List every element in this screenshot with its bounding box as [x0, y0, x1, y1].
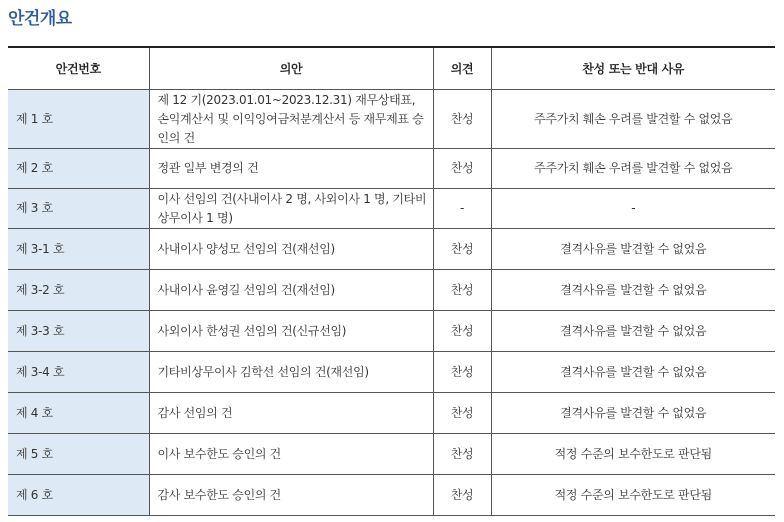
header-agenda-item: 의안	[149, 47, 433, 90]
table-header-row	[8, 47, 775, 90]
reason: 적정 수준의 보수한도로 판단됨	[491, 434, 775, 475]
agenda-item: 정관 일부 변경의 건	[149, 149, 433, 189]
agenda-item: 사내이사 윤영길 선임의 건(재선임)	[149, 270, 433, 311]
agenda-no: 제 1 호	[8, 90, 149, 149]
reason: -	[491, 189, 775, 229]
opinion: 찬성	[433, 352, 491, 393]
reason: 적정 수준의 보수한도로 판단됨	[491, 475, 775, 516]
agenda-item: 이사 보수한도 승인의 건	[149, 434, 433, 475]
table-row	[8, 149, 775, 189]
table-row	[8, 434, 775, 475]
agenda-item: 감사 보수한도 승인의 건	[149, 475, 433, 516]
reason: 결격사유를 발견할 수 없었음	[491, 270, 775, 311]
table-row	[8, 475, 775, 516]
reason: 결격사유를 발견할 수 없었음	[491, 352, 775, 393]
agenda-item: 사외이사 한성권 선임의 건(신규선임)	[149, 311, 433, 352]
agenda-no: 제 4 호	[8, 393, 149, 434]
agenda-no: 제 6 호	[8, 475, 149, 516]
opinion: 찬성	[433, 229, 491, 270]
table-row	[8, 393, 775, 434]
table-row	[8, 229, 775, 270]
table-row	[8, 90, 775, 149]
reason: 결격사유를 발견할 수 없었음	[491, 393, 775, 434]
table-row	[8, 311, 775, 352]
agenda-item: 이사 선임의 건(사내이사 2 명, 사외이사 1 명, 기타비상무이사 1 명)	[149, 189, 433, 229]
agenda-item: 사내이사 양성모 선임의 건(재선임)	[149, 229, 433, 270]
opinion: -	[433, 189, 491, 229]
agenda-no: 제 2 호	[8, 149, 149, 189]
agenda-item: 감사 선임의 건	[149, 393, 433, 434]
table-row	[8, 270, 775, 311]
opinion: 찬성	[433, 149, 491, 189]
reason: 주주가치 훼손 우려를 발견할 수 없었음	[491, 149, 775, 189]
opinion: 찬성	[433, 475, 491, 516]
agenda-no: 제 3-2 호	[8, 270, 149, 311]
agenda-no: 제 3-3 호	[8, 311, 149, 352]
opinion: 찬성	[433, 434, 491, 475]
reason: 주주가치 훼손 우려를 발견할 수 없었음	[491, 90, 775, 149]
agenda-no: 제 3-4 호	[8, 352, 149, 393]
header-opinion: 의견	[433, 47, 491, 90]
agenda-no: 제 3 호	[8, 189, 149, 229]
agenda-no: 제 3-1 호	[8, 229, 149, 270]
section-title: 안건개요	[8, 9, 72, 29]
header-reason: 찬성 또는 반대 사유	[491, 47, 775, 90]
agenda-item: 기타비상무이사 김학선 선임의 건(재선임)	[149, 352, 433, 393]
opinion: 찬성	[433, 311, 491, 352]
agenda-no: 제 5 호	[8, 434, 149, 475]
opinion: 찬성	[433, 90, 491, 149]
header-agenda-no: 안건번호	[8, 47, 149, 90]
opinion: 찬성	[433, 393, 491, 434]
table-row	[8, 189, 775, 229]
agenda-table	[8, 46, 775, 516]
agenda-item: 제 12 기(2023.01.01~2023.12.31) 재무상태표, 손익계산서 및 이익잉여금처분계산서 등 재무제표 승인의 건	[149, 90, 433, 149]
opinion: 찬성	[433, 270, 491, 311]
reason: 결격사유를 발견할 수 없었음	[491, 311, 775, 352]
table-row	[8, 352, 775, 393]
reason: 결격사유를 발견할 수 없었음	[491, 229, 775, 270]
